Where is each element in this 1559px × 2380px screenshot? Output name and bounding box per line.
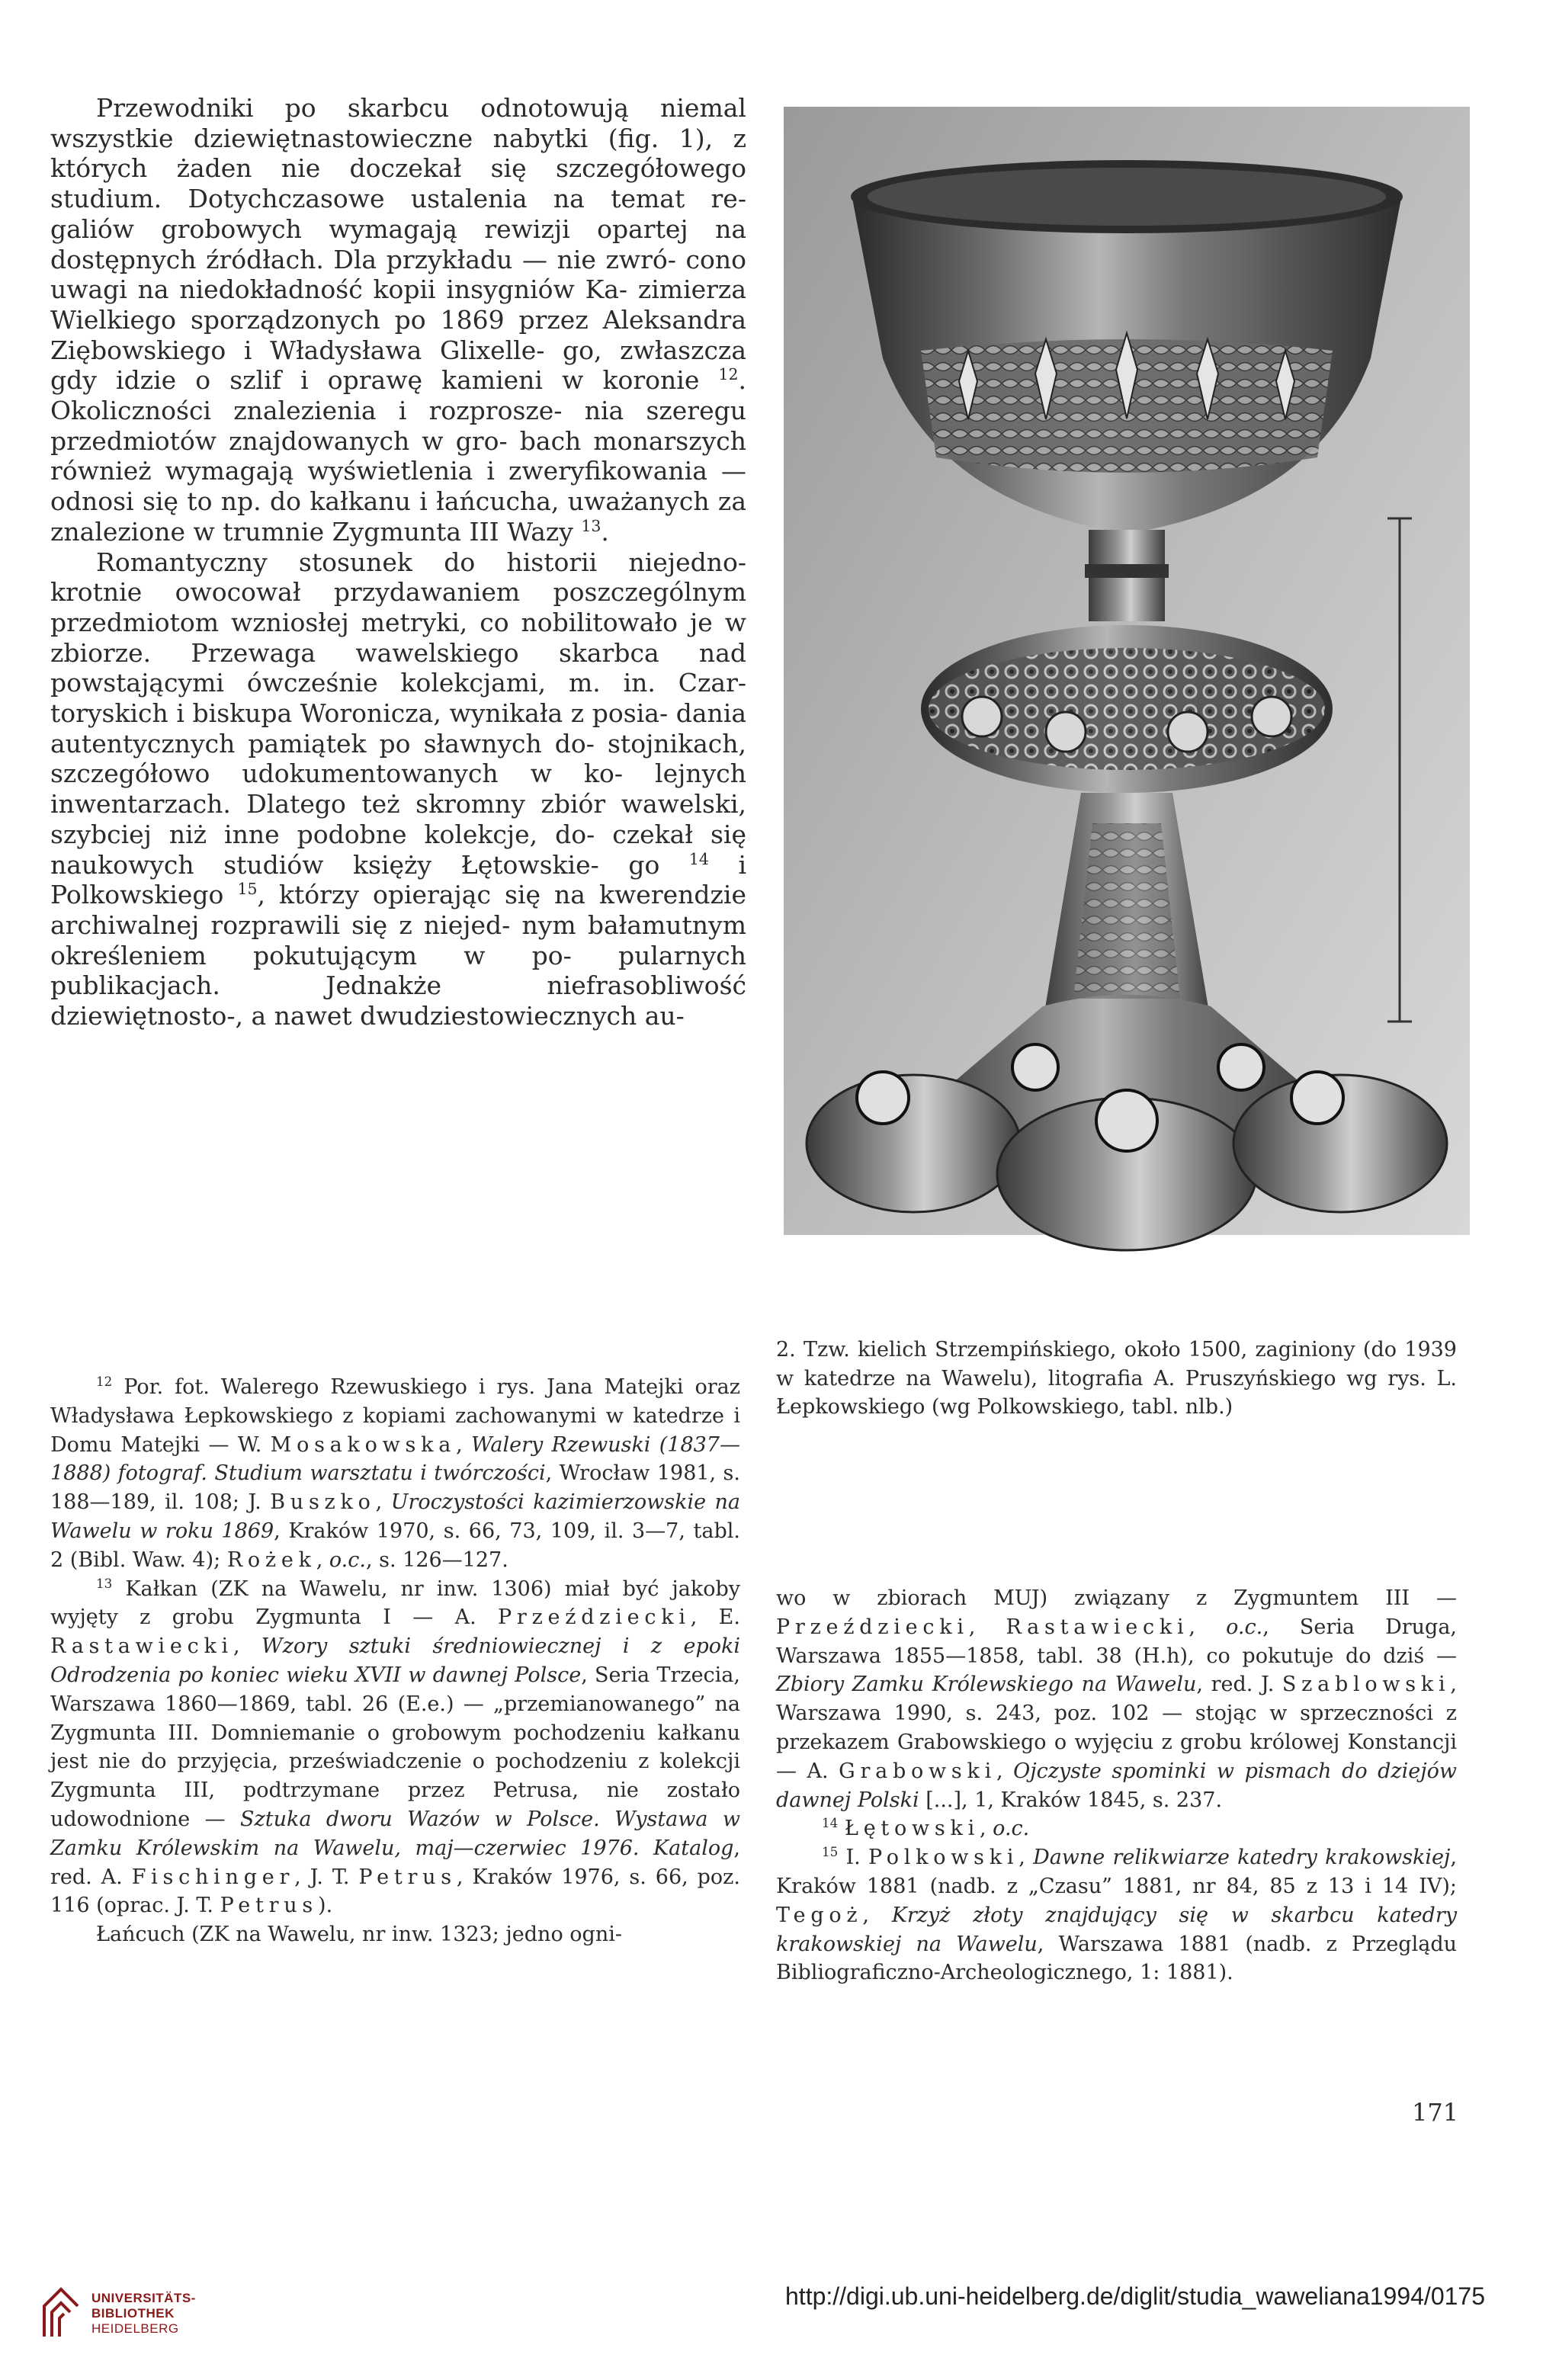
text-line: powstającymi ówcześnie kolekcjami, m. in. Czar- — [50, 668, 746, 698]
page-number: 171 — [1412, 2098, 1459, 2127]
text-line: z których żaden nie doczekał się szczegółowego — [50, 123, 746, 184]
source-url-link[interactable]: http://digi.ub.uni-heidelberg.de/diglit/studia_waweliana1994/0175 — [785, 2282, 1485, 2310]
text-line: krotnie owocował przydawaniem poszczególnym — [50, 577, 746, 608]
library-logo-icon — [38, 2276, 84, 2344]
body-text — [50, 93, 746, 1031]
text-line: Przewodniki po skarbcu odnotowują niemal — [96, 93, 746, 123]
text-line: i zweryfikowania — odnosi się to np. do kałkanu — [50, 456, 746, 517]
text-line: toryskich i biskupa Woronicza, wynikała z posia- — [50, 698, 676, 729]
text-line: studium. Dotychczasowe ustalenia na temat re- — [50, 184, 746, 214]
text-line: zimierza Wielkiego sporządzonych po 1869 przez — [50, 274, 746, 335]
text-line: cono uwagi na niedokładność kopii insygniów Ka- — [50, 244, 746, 305]
text-line: nym bałamutnym określeniem pokutującym w po- — [50, 909, 746, 970]
text-line: kwerendzie archiwalnej rozprawili się z niejed- — [50, 880, 746, 940]
text-line: Romantyczny stosunek do historii niejedno- — [96, 547, 746, 577]
text-line: pularnych publikacjach. Jednakże niefrasobliwość — [50, 940, 746, 1001]
figure-chalice — [784, 107, 1470, 1300]
para2-lines — [50, 547, 746, 880]
footnote-14: $^{14}$ Łętowski, o.c. — [822, 1815, 1030, 1841]
footnotes-left — [50, 1373, 740, 1949]
footnotes-right — [776, 1584, 1457, 1987]
footnote-ref-15[interactable]: 15 — [237, 880, 258, 899]
text-line: bach monarszych również wymagają wyświetlenia — [50, 425, 746, 486]
footnote-ref-13[interactable]: 13 — [581, 516, 601, 535]
footnote-13-continuation: Łańcuch (ZK na Wawelu, nr inw. 1323; jedno ogni- — [96, 1923, 622, 1947]
paragraph-2: Romantyczny stosunek do historii niejedno- krotnie owocował przydawaniem poszczególnym przedmiotom wzniosłej metryki, co nobilitowało je w zbiorze. Przewaga wawelskiego skarbca nad powstającymi ówcześnie kolekcjami, m. in. Czar- toryskich i biskupa Woronicza, wynikała z posia- dania autentycznych pamiątek po sławnych do- stojnikach, szczegółowo udokumentowanych w ko- lejnych inwentarzach. Dlatego też skromny zbiór wawelski, szybciej niż inne podobne kolekcje, do- czekał się naukowych studiów księży Łętowskie- go $^{14}$ i Polkowskiego $^{15}$, którzy opierając się na kwerendzie archiwalnej rozprawili się z niejed- nym bałamutnym określeniem pokutującym w po- pularnych publikacjach. Jednakże niefrasobliwość dziewiętnosto-, a nawet dwudziestowiecznych au- — [50, 547, 747, 1031]
text-line: nia szeregu przedmiotów znajdowanych w gro- — [50, 396, 746, 456]
text-line: wawelski, szybciej niż inne podobne kolekcje, do- — [50, 789, 746, 849]
footnote-ref-12[interactable]: 12 — [718, 365, 739, 384]
text-line: je w zbiorze. Przewaga wawelskiego skarbca nad — [50, 607, 746, 668]
footnote-13-continued: wo w zbiorach MUJ) związany z Zygmuntem III — Przeździecki, Rastawiecki, o.c., Seria Druga, Warszawa 1855—1858, tabl. 38 (H.h), co pokutuje do dziś — Zbiory Zamku Królewskiego na Wawelu, red. J. Szablowski, Warszawa 1990, s. 243, poz. 102 — stojąc w sprzeczności z przekazem Grabowskiego o wyjęciu z grobu królowej Konstancji — A. Grabowski, Ojczyste spominki w pismach do dziejów dawnej Polski [...], 1, Kraków 1845, s. 237. — [776, 1586, 1458, 1812]
text-line: dostępnych źródłach. Dla przykładu — nie zwró- — [50, 244, 686, 274]
footnote-ref-14[interactable]: 14 — [688, 849, 709, 868]
para1-lines — [50, 93, 746, 395]
text-line: i łańcucha, uważanych za znalezione w trumnie — [50, 486, 746, 547]
text-line: czekał się naukowych studiów księży Łętowskie- — [50, 819, 746, 880]
text-line: przedmiotom wzniosłej metryki, co nobilitowało — [50, 607, 691, 637]
text-line: Aleksandra Ziębowskiego i Władysława Glixelle- — [50, 304, 746, 365]
library-name: UNIVERSITÄTS- BIBLIOTHEK HEIDELBERG — [91, 2291, 196, 2336]
text-line: lejnych inwentarzach. Dlatego też skromny zbiór — [50, 759, 746, 820]
text-line: dziewiętnosto-, a nawet dwudziestowiecznych au- — [50, 1001, 685, 1031]
footnote-12: $^{12}$ Por. fot. Walerego Rzewuskiego i rys. Jana Matejki oraz Władysława Łepkowskiego z kopiami zachowanymi w katedrze i Domu Matejki — W. Mosakowska, Walery Rzewuski (1837—1888) fotograf. Studium warsztatu i twórczości, Wrocław 1981, s. 188—189, il. 108; J. Buszko, Uroczystości kazimierzowskie na Wawelu w roku 1869, Kraków 1970, s. 66, 73, 109, il. 3—7, tabl. 2 (Bibl. Waw. 4); Rożek, o.c., s. 126—127. — [50, 1374, 741, 1572]
figure-caption: 2. Tzw. kielich Strzempińskiego, około 1500, zaginiony (do 1939 w katedrze na Wawelu), litografia A. Pruszyńskiego wg rys. L. Łepkowskiego (wg Polkowskiego, tabl. nlb.) — [776, 1338, 1457, 1419]
library-logo[interactable] — [38, 2276, 290, 2352]
footnote-13: $^{13}$ Kałkan (ZK na Wawelu, nr inw. 1306) miał być jakoby wyjęty z grobu Zygmunta I — A. Przeździecki, E. Rastawiecki, Wzory sztuki średniowiecznej i z epoki Odrodzenia po koniec wieku XVII w dawnej Polsce, Seria Trzecia, Warszawa 1860—1869, tabl. 26 (E.e.) — „przemianowanego” na Zygmunta III. Domniemanie o grobowym pochodzeniu kałkanu jest nie do przyjęcia, przeświadczenie o pochodzeniu z kolekcji Zygmunta III, podtrzymane przez Petrusa, nie zostało udowodnione — Sztuka dworu Wazów w Polsce. Wystawa w Zamku Królewskim na Wawelu, maj—czerwiec 1976. Katalog, red. A. Fischinger, J. T. Petrus, Kraków 1976, s. 66, poz. 116 (oprac. J. T. Petrus). — [50, 1575, 740, 1918]
footnote-15: $^{15}$ I. Polkowski, Dawne relikwiarze katedry krakowskiej, Kraków 1881 (nadb. z „Czasu” 1881, nr 84, 85 z 13 i 14 IV); Tegoż, Krzyż złoty znajdujący się w skarbcu katedry krakowskiej na Wawelu, Warszawa 1881 (nadb. z Przeglądu Bibliograficzno-Archeologicznego, 1: 1881). — [776, 1844, 1458, 1985]
text-line: galiów grobowych wymagają rewizji opartej na — [50, 213, 746, 244]
text-line: stojnikach, szczegółowo udokumentowanych w ko- — [50, 728, 746, 789]
text-line: dania autentycznych pamiątek po sławnych do- — [50, 698, 746, 759]
paragraph-1: Przewodniki po skarbcu odnotowują niemal wszystkie dziewiętnastowieczne nabytki (fig. 1), z których żaden nie doczekał się szczegółowego studium. Dotychczasowe ustalenia na temat re- galiów grobowych wymagają rewizji opartej na dostępnych źródłach. Dla przykładu — nie zwró- cono uwagi na niedokładność kopii insygniów Ka- zimierza Wielkiego sporządzonych po 1869 przez Aleksandra Ziębowskiego i Władysława Glixelle- go, zwłaszcza gdy idzie o szlif i oprawę kamieni w koronie $^{12}$. Okoliczności znalezienia i rozprosze- nia szeregu przedmiotów znajdowanych w gro- bach monarszych również wymagają wyświetlenia i zweryfikowania — odnosi się to np. do kałkanu i łańcucha, uważanych za znalezione w trumnie Zygmunta III Wazy $^{13}$. — [50, 93, 746, 547]
text-line: wszystkie dziewiętnastowieczne nabytki (fig. 1), — [50, 123, 733, 153]
chalice-illustration — [784, 107, 1470, 1300]
text-line: go, zwłaszcza gdy idzie o szlif i oprawę kamieni — [50, 335, 746, 396]
